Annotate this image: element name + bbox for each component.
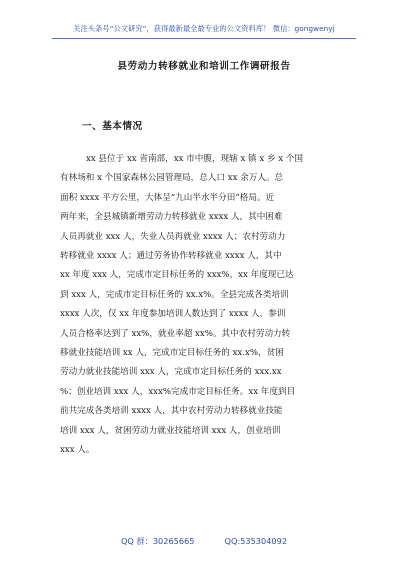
paragraph-line: 人员合格率达到了 xx%，就业率超 xx%。其中农村劳动力转 <box>60 328 291 339</box>
paragraph-line: 劳动力就业技能培训 xxx 人，完成市定目标任务的 xxx.xx <box>60 367 282 378</box>
paragraph-line: 前共完成各类培训 xxxx 人，其中农村劳动力转移就业技能 <box>60 406 283 417</box>
paragraph-line: 有林场和 x 个国家森林公园管理局，总人口 xx 余万人。总 <box>60 173 284 184</box>
header-divider <box>52 38 356 39</box>
qq-contact-label: QQ:535304092 <box>224 536 288 546</box>
paragraph-line: 移就业技能培训 xx 人，完成市定目标任务的 xx.x%，贫困 <box>60 348 284 359</box>
document-title: 县劳动力转移就业和培训工作调研报告 <box>117 61 291 72</box>
paragraph-line: xxx 人。 <box>60 445 95 456</box>
paragraph-line: 转移就业 xxxx 人；通过劳务协作转移就业 xxxx 人，其中 <box>60 251 282 262</box>
body-paragraph <box>60 150 350 461</box>
paragraph-line: 人员再就业 xxx 人，失业人员再就业 xxxx 人；农村劳动力 <box>60 231 286 242</box>
paragraph-line: 两年来，全县城镇新增劳动力转移就业 xxxx 人，其中困难 <box>60 212 283 223</box>
section-heading: 一、基本情况 <box>82 121 143 132</box>
paragraph-line: xxxx 人次，仅 xx 年度参加培训人数达到了 xxxx 人，参训 <box>60 309 286 320</box>
qq-group-label: QQ 群：30265665 <box>120 536 195 546</box>
paragraph-line: 到 xxx 人，完成市定目标任务的 xx.x%。全县完成各类培训 <box>60 289 289 300</box>
paragraph-line: xx 年度 xxx 人，完成市定目标任务的 xxx%，xx 年度现已达 <box>60 270 294 281</box>
paragraph-line: 面积 xxxx 平方公里，大体呈“九山半水半分田”格局。近 <box>60 192 275 203</box>
paragraph-line: xx 县位于 xx 省南部，xx 市中腹，现辖 x 镇 x 乡 x 个国 <box>86 154 304 164</box>
header-notice: 关注头条号“公文研究”，获得最新最全最专业的公文资料库！ 微信：gongwenyj <box>73 24 335 33</box>
paragraph-line: 培训 xxx 人，贫困劳动力就业技能培训 xxx 人，创业培训 <box>60 425 281 436</box>
paragraph-line: %；创业培训 xxx 人，xxx%完成市定目标任务。xx 年度到目 <box>60 386 296 397</box>
footer-contact <box>0 536 408 547</box>
